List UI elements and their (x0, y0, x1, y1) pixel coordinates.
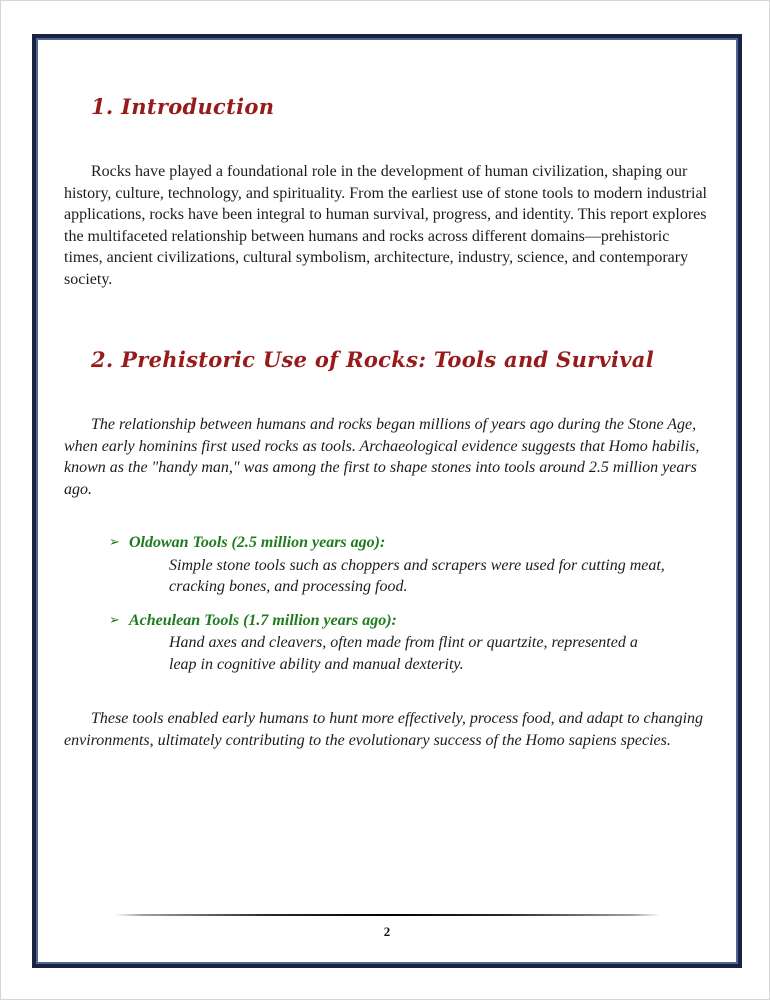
bullet-description-oldowan: Simple stone tools such as choppers and scrapers were used for cutting meat, cracking bones, and processing food. (169, 556, 665, 595)
list-item-oldowan (64, 532, 710, 598)
bullet-title-oldowan: Oldowan Tools (2.5 million years ago): (129, 534, 386, 551)
footer-divider (115, 914, 660, 916)
arrow-bullet-icon: ➢ (109, 535, 120, 550)
bullet-content (129, 610, 710, 676)
section-heading-introduction: 1. Introduction (91, 94, 275, 119)
bullet-content (129, 532, 710, 598)
introduction-paragraph: Rocks have played a foundational role in the development of human civilization, shaping our history, culture, technology, and spirituality. From the earliest use of stone tools to modern industrial applications, rocks have been integral to human survival, progress, and identity. This report explores the multifaceted relationship between humans and rocks across different domains—prehistoric times, ancient civilizations, cultural symbolism, architecture, industry, science, and contemporary society. (64, 163, 707, 288)
section-heading-prehistoric-use: 2. Prehistoric Use of Rocks: Tools and Survival (91, 347, 654, 372)
page-footer (36, 914, 738, 940)
page-number: 2 (383, 924, 391, 939)
arrow-bullet-icon: ➢ (109, 612, 120, 628)
stone-age-paragraph: The relationship between humans and rocks began millions of years ago during the Stone Age, when early hominins first used rocks as tools. Archaeological evidence suggests that Homo habilis, known as the "handy man," was among the first to shape stones into tools around 2.5 million years ago. (64, 416, 700, 498)
document-page (32, 34, 742, 968)
closing-paragraph: These tools enabled early humans to hunt more effectively, process food, and adapt to changing environments, ultimately contributing to the evolutionary success of the Homo sapiens species. (64, 710, 704, 749)
tool-bullet-list (64, 532, 710, 675)
bullet-description-acheulean: Hand axes and cleavers, often made from flint or quartzite, represented a leap in cognitive ability and manual dexterity. (169, 634, 638, 673)
bullet-title-acheulean: Acheulean Tools (1.7 million years ago): (129, 611, 397, 629)
list-item-acheulean (64, 610, 710, 676)
